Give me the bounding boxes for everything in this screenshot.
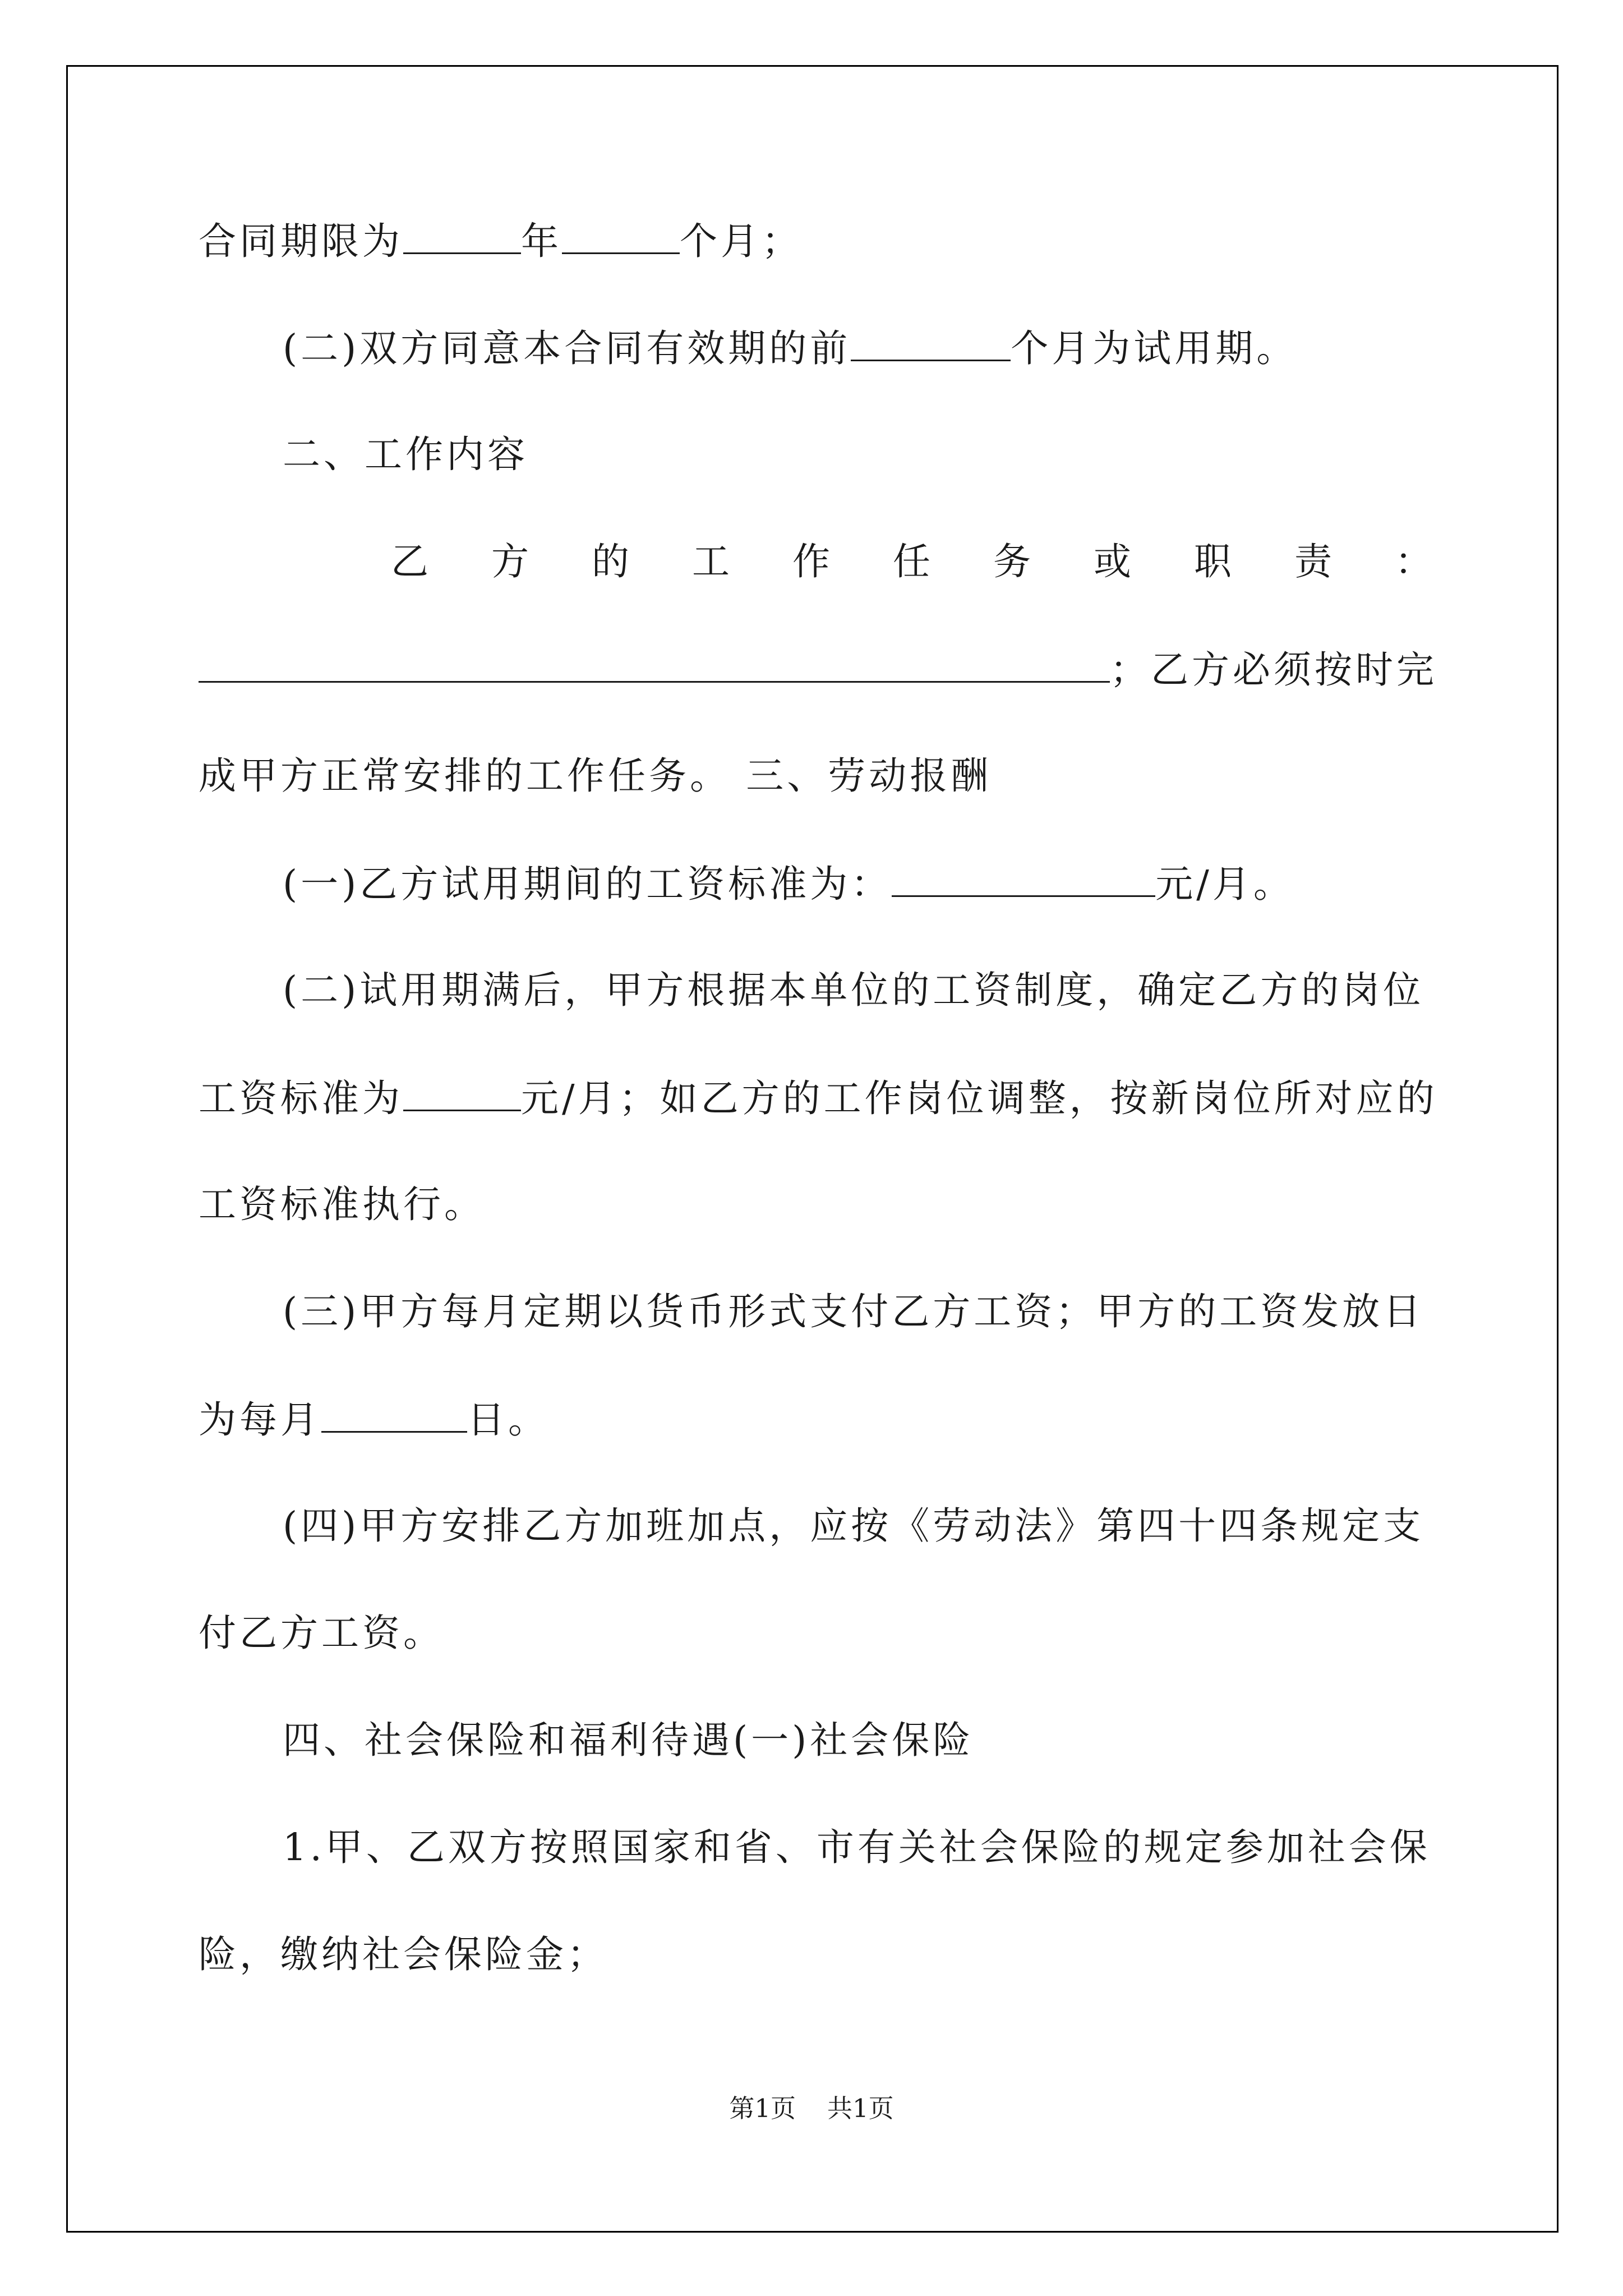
paragraph-pay-2-line-2 [199,1076,1438,1183]
paragraph-pay-1 [199,862,1432,969]
text: 年 [521,219,562,263]
blank-field-payday[interactable] [321,1397,467,1433]
paragraph-pay-4-line-1: (四)甲方安排乙方加班加点，应按《劳动法》第四十四条规定支 [283,1504,1424,1548]
section-heading-work-content: 二、工作内容 [283,432,528,476]
paragraph-term [199,219,1432,326]
paragraph-pay-4-line-2: 付乙方工资。 [199,1611,444,1655]
text: 工资标准为 [199,1076,403,1120]
char: 或 [1094,540,1131,583]
text: 个月为试用期。 [1011,326,1298,370]
text: 个月； [680,219,803,263]
page-footer [0,2088,1623,2124]
text: (一)乙方试用期间的工资标准为： [283,862,892,906]
char: 职 [1194,540,1232,583]
char: 乙 [391,540,428,583]
text: 元/月；如乙方的工作岗位调整，按新岗位所对应的 [521,1076,1438,1120]
paragraph-pay-2-line-3: 工资标准执行。 [199,1182,485,1226]
text: 日。 [467,1398,549,1442]
text: 合同期限为 [199,219,403,263]
paragraph-pay-2-line-1: (二)试用期满后，甲方根据本单位的工资制度，确定乙方的岗位 [283,968,1424,1012]
document-body [199,219,1438,2040]
blank-field-duties[interactable] [199,647,1110,683]
blank-field-months[interactable] [562,219,680,254]
char: ： [1395,540,1432,583]
page-total: 共1页 [827,2093,894,2123]
paragraph-duties-spread [199,540,1432,647]
char: 责 [1294,540,1332,583]
paragraph-duties-blank [199,647,1437,754]
paragraph-duties-cont: 成甲方正常安排的工作任务。 三、劳动报酬 [199,754,992,798]
char: 工 [692,540,730,583]
paragraph-insurance-1-line-2: 险，缴纳社会保险金； [199,1932,608,1976]
paragraph-insurance-1-line-1: 1.甲、乙双方按照国家和省、市有关社会保险的规定参加社会保 [283,1825,1431,1869]
text: (二)双方同意本合同有效期的前 [283,326,851,370]
char: 方 [491,540,529,583]
paragraph-probation [199,326,1432,433]
text: 元/月。 [1155,862,1294,906]
char: 作 [792,540,830,583]
blank-field-probation-months[interactable] [851,326,1011,361]
char: 务 [993,540,1031,583]
page-number: 第1页 [729,2093,796,2123]
blank-field-years[interactable] [403,219,521,254]
paragraph-pay-3-line-2 [199,1397,1432,1504]
text: 为每月 [199,1398,321,1442]
blank-field-probation-wage[interactable] [892,862,1155,897]
paragraph-pay-3-line-1: (三)甲方每月定期以货币形式支付乙方工资；甲方的工资发放日 [283,1290,1424,1333]
text: ；乙方必须按时完 [1110,648,1437,692]
char: 的 [592,540,629,583]
section-heading-social-insurance: 四、社会保险和福利待遇(一)社会保险 [283,1718,974,1762]
blank-field-post-wage[interactable] [403,1076,521,1111]
char: 任 [893,540,930,583]
